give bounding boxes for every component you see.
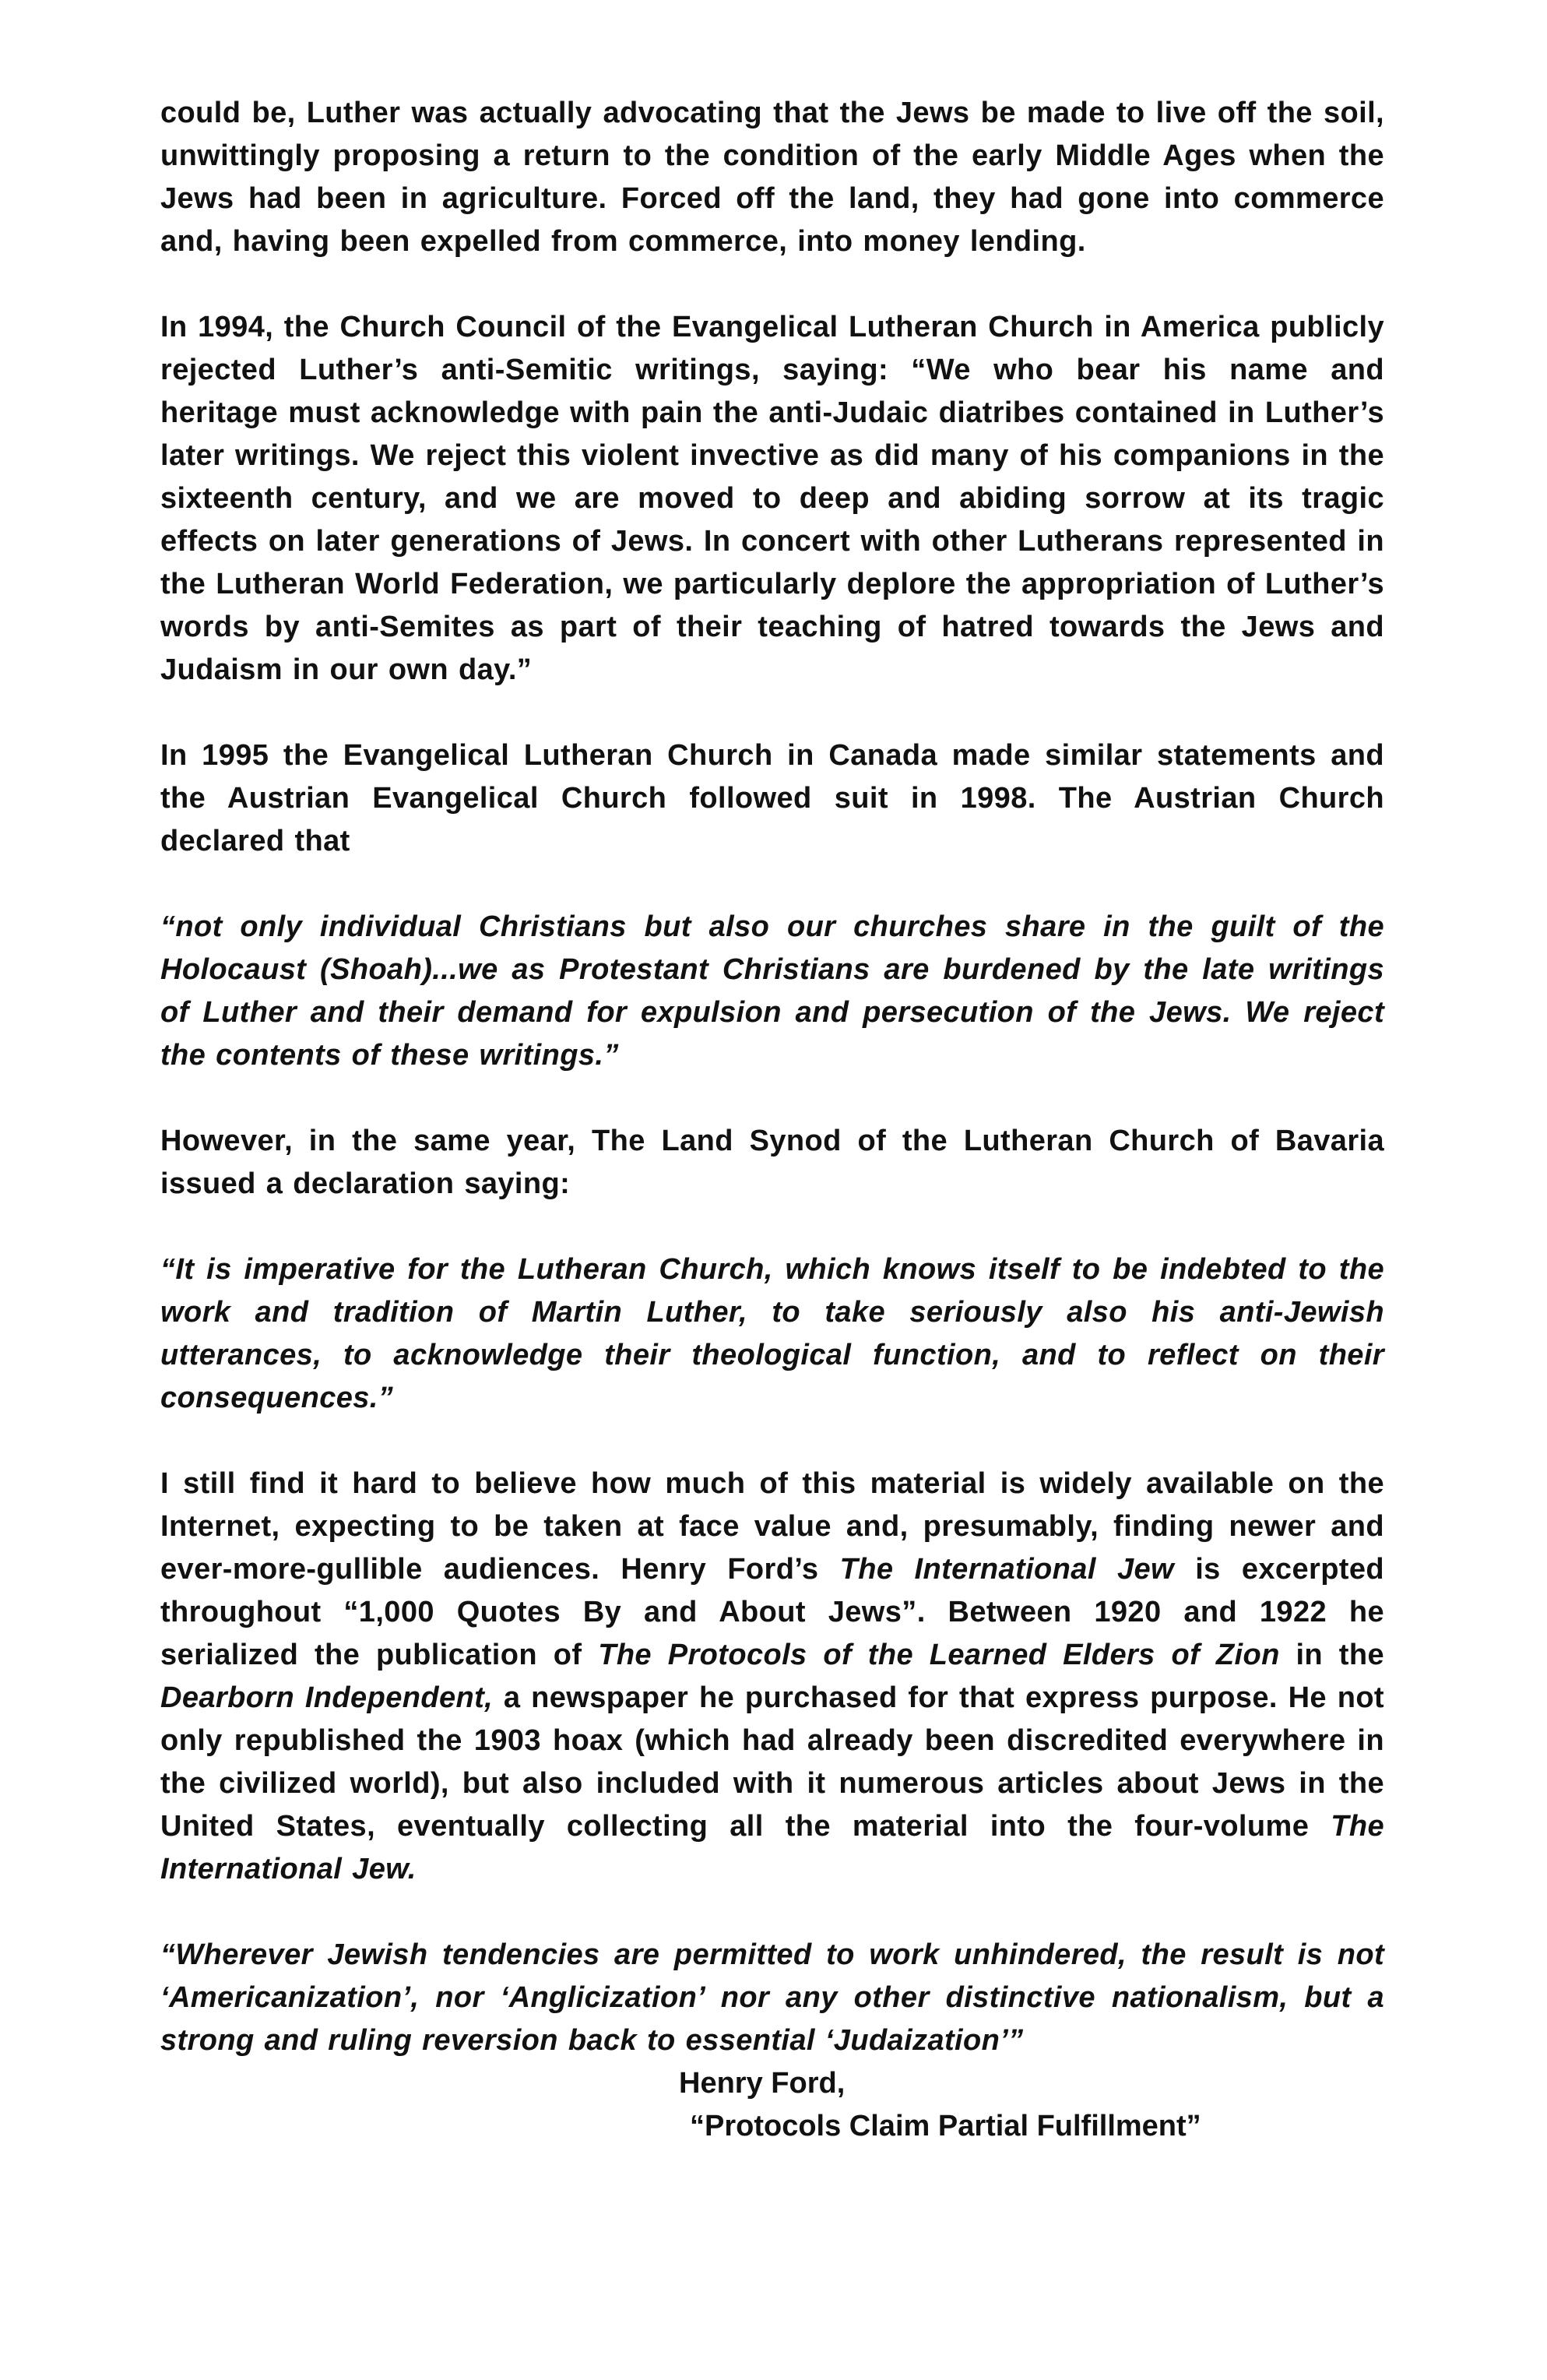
book-title-protocols: The Protocols of the Learned Elders of Zion [598,1639,1280,1671]
text-run: is excerpted throughout “1,000 Quotes By and About Jews”. Between 1920 and 1922 he serialized the publication of [160,1553,1385,1671]
quote-bavaria-declaration: “It is imperative for the Lutheran Church, which knows itself to be indebted to the work and tradition of Martin Luther, to take seriously also his anti-Jewish utterances, to acknowledge their theological function, and to reflect on their consequences.” [160,1253,1384,1414]
attribution-name: Henry Ford, [679,2067,846,2100]
newspaper-title: Dearborn Independent, [160,1681,494,1714]
paragraph-canada-austria: In 1995 the Evangelical Lutheran Church in Canada made similar statements and the Austrian Evangelical Church followed suit in 1998. The Austrian Church declared that [160,739,1384,857]
book-title-international-jew: The International Jew [839,1553,1174,1586]
quote-attribution [160,2062,1384,2148]
book-title-international-jew-2: The International Jew. [160,1810,1384,1885]
document-page [160,92,1384,2148]
attribution-title: “Protocols Claim Partial Fulfillment” [690,2110,1201,2142]
quote-austrian-church: “not only individual Christians but also our churches share in the guilt of the Holocaust (Shoah)...we as Protestant Christians are burdened by the late writings of Luther and their demand for expulsion and persecution of the Jews. We reject the contents of these writings.” [160,910,1384,1072]
paragraph-henry-ford [160,1463,1384,1891]
paragraph-luther-soil: could be, Luther was actually advocating that the Jews be made to live off the soil, unwittingly proposing a return to the condition of the early Middle Ages when the Jews had been in agriculture. Forced off the land, they had gone into commerce and, having been expelled from commerce, into money lending. [160,97,1384,258]
text-run: a newspaper he purchased for that express purpose. He not only republished the 1903 hoax (which had already been discredited everywhere in the civilized world), but also included with it numerous articles about Jews in the United States, eventually collecting all the material into the four-volume [160,1681,1384,1843]
text-run: I still find it hard to believe how much of this material is widely available on the Internet, expecting to be taken at face value and, presumably, finding newer and ever-more-gullible audiences. Henry Ford’s [160,1467,1384,1586]
paragraph-bavaria-synod: However, in the same year, The Land Synod of the Lutheran Church of Bavaria issued a declaration saying: [160,1125,1384,1200]
quote-henry-ford: “Wherever Jewish tendencies are permitted to work unhindered, the result is not ‘Americanization’, nor ‘Anglicization’ nor any other distinctive nationalism, but a strong and ruling reversion back to essential ‘Judaization’” [160,1938,1384,2057]
paragraph-elca-1994: In 1994, the Church Council of the Evangelical Lutheran Church in America publicly rejected Luther’s anti-Semitic writings, saying: “We who bear his name and heritage must acknowledge with pain the anti-Judaic diatribes contained in Luther’s later writings. We reject this violent invective as did many of his companions in the sixteenth century, and we are moved to deep and abiding sorrow at its tragic effects on later generations of Jews. In concert with other Lutherans represented in the Lutheran World Federation, we particularly deplore the appropriation of Luther’s words by anti-Semites as part of their teaching of hatred towards the Jews and Judaism in our own day.” [160,311,1384,686]
text-run: in the [1279,1639,1385,1671]
